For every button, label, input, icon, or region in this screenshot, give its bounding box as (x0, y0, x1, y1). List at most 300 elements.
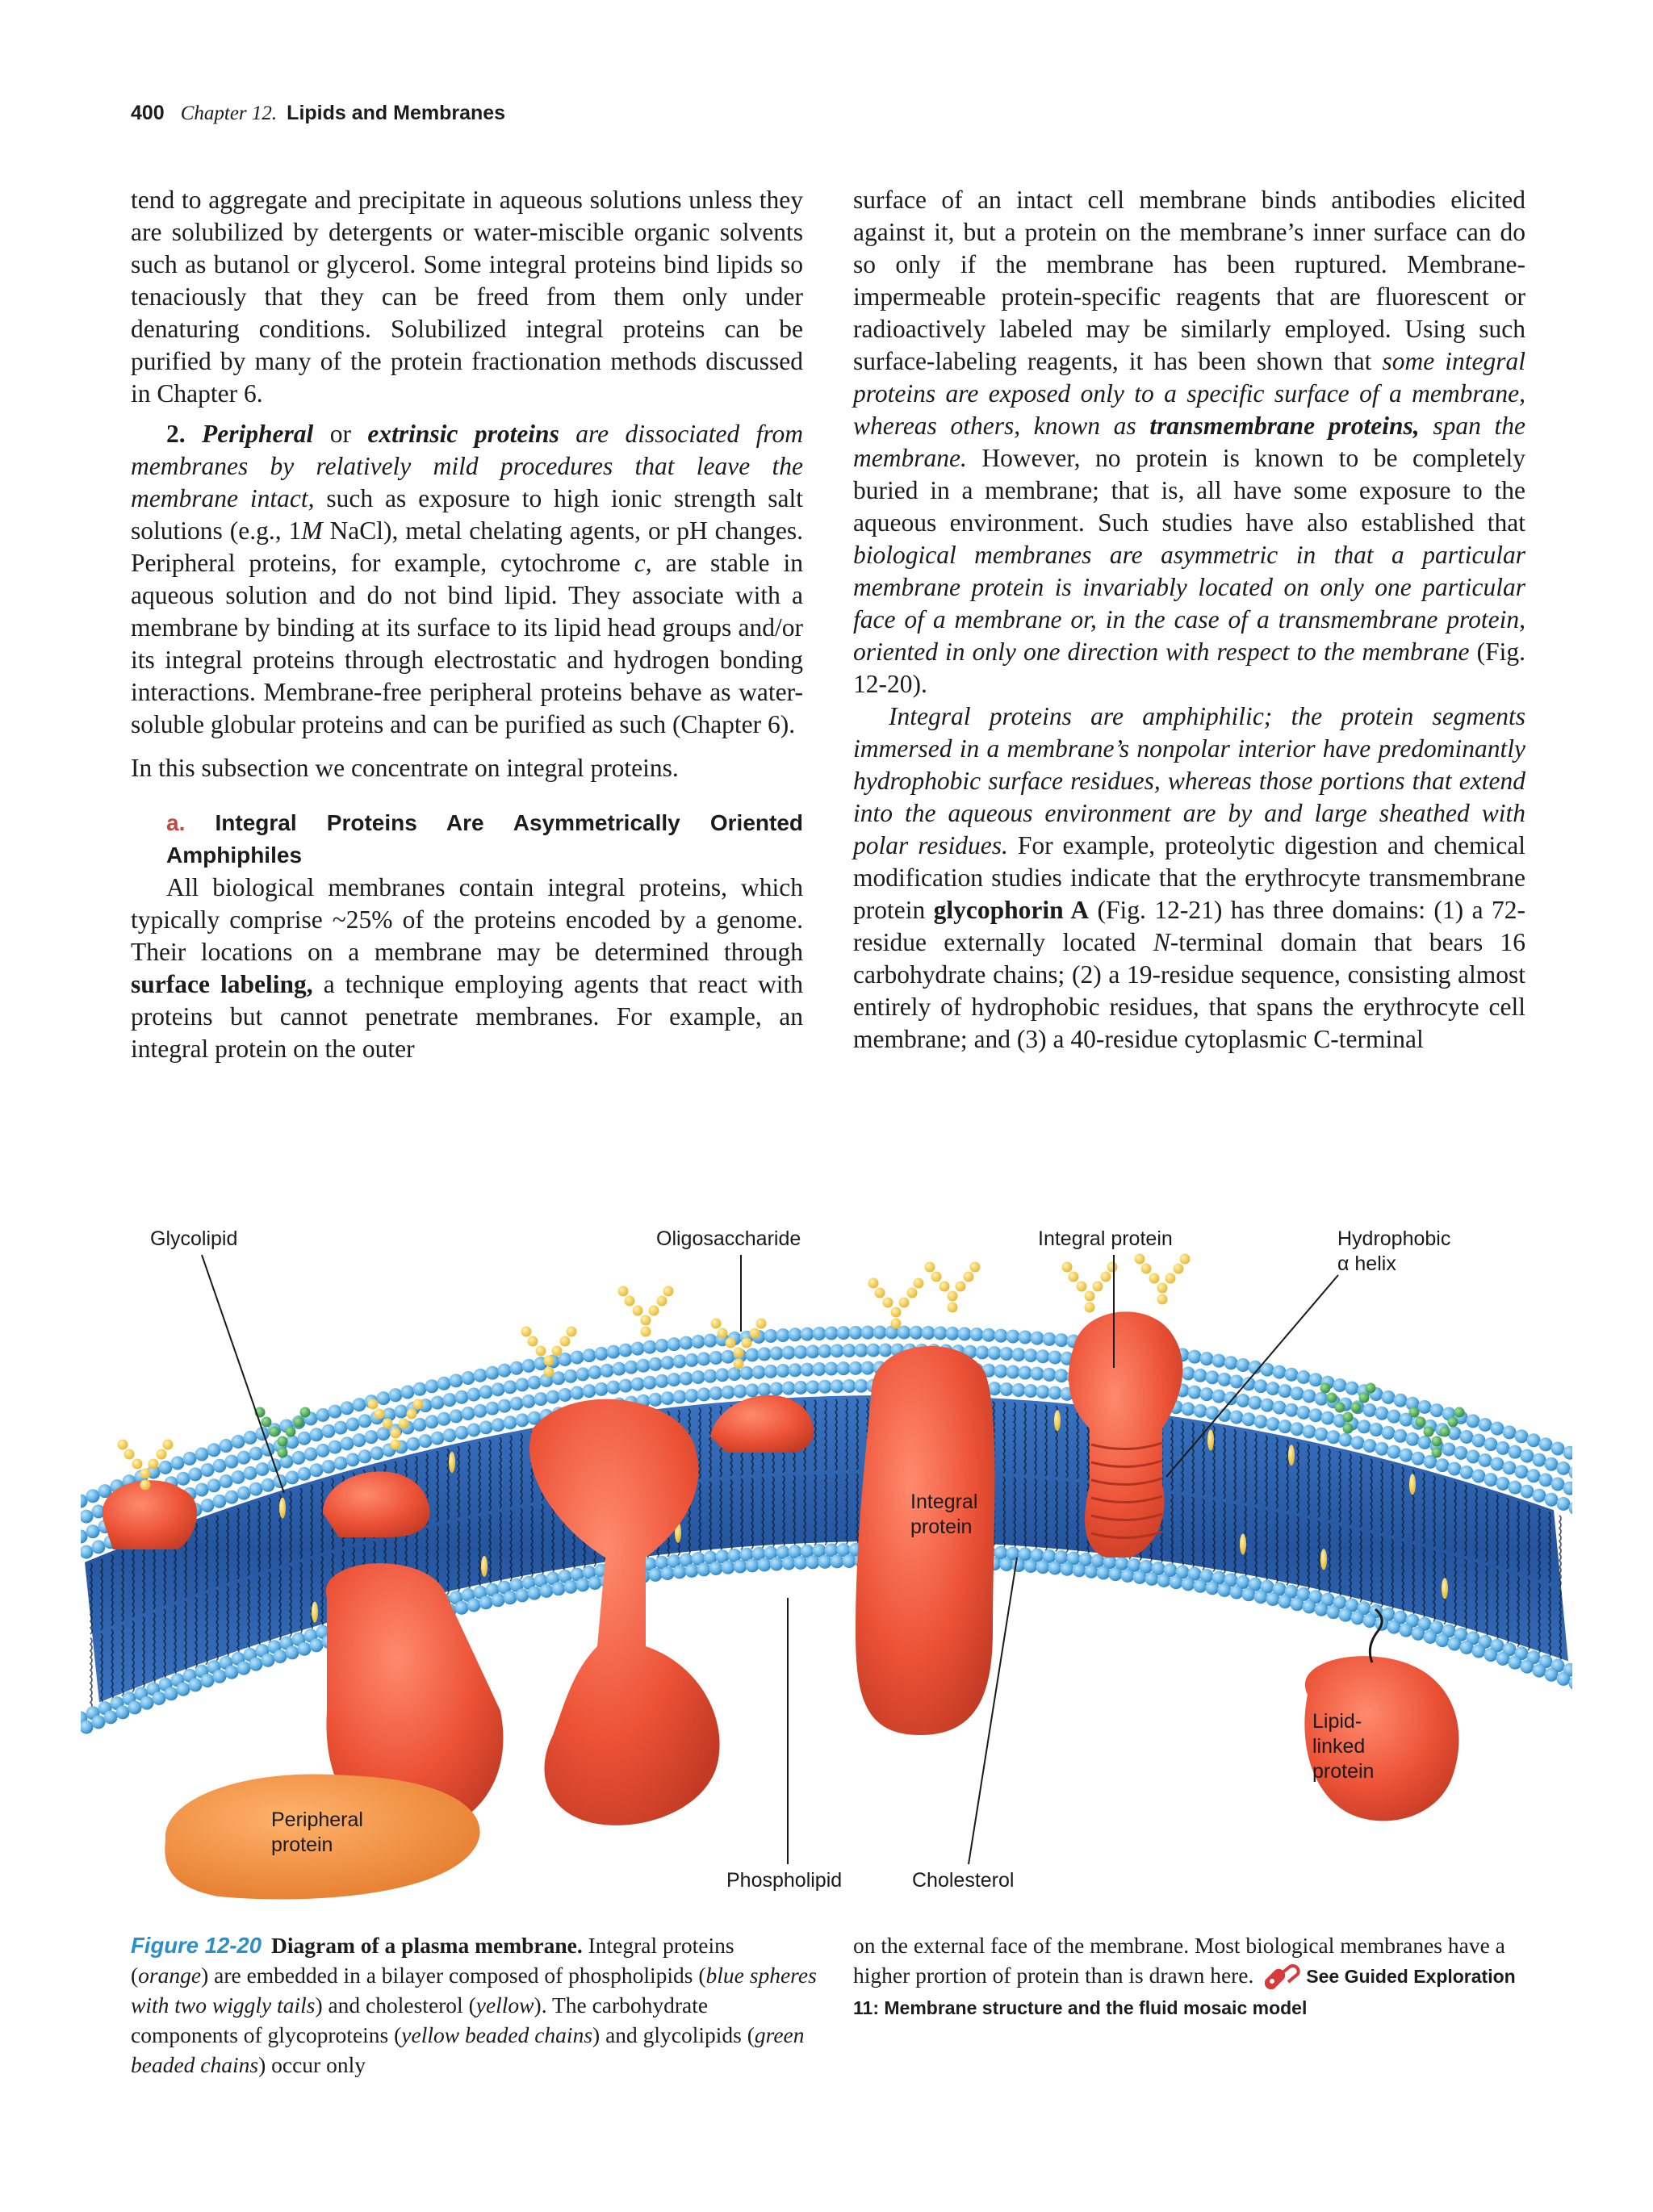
lipid-head (1327, 1430, 1341, 1444)
lipid-head (298, 1467, 312, 1481)
lipid-head (625, 1361, 638, 1374)
sugar-bead (1409, 1407, 1420, 1418)
lipid-head (1303, 1424, 1316, 1438)
sugar-bead (1335, 1403, 1345, 1413)
lipid-head (116, 1705, 130, 1719)
lipid-head (631, 1378, 645, 1391)
lipid-head (697, 1352, 711, 1365)
sugar-bead (907, 1288, 918, 1298)
sugar-bead (641, 1315, 651, 1326)
lipid-head (510, 1361, 524, 1375)
sugar-bead (536, 1346, 546, 1357)
lipid-head (492, 1418, 505, 1432)
lipid-head (1291, 1597, 1304, 1611)
sugar-bead (368, 1399, 379, 1410)
lipid-head (346, 1417, 360, 1431)
lipid-head (492, 1382, 505, 1396)
lipid-head (1249, 1396, 1262, 1410)
lipid-head (1351, 1436, 1365, 1449)
lipid-head (1321, 1411, 1335, 1425)
lipid-head (1539, 1473, 1553, 1487)
lipid-head (1430, 1403, 1444, 1417)
lipid-head (1212, 1390, 1226, 1403)
paragraph: In this subsection we concentrate on integral proteins. (131, 754, 679, 782)
lipid-head (401, 1385, 415, 1399)
lipid-head (522, 1395, 536, 1408)
lipid-head (1224, 1356, 1238, 1369)
lipid-head (377, 1391, 391, 1405)
integral-protein (856, 1346, 995, 1735)
sugar-bead (1448, 1417, 1458, 1428)
lipid-head (994, 1365, 1008, 1378)
sugar-bead (391, 1440, 401, 1450)
lipid-head (177, 1683, 190, 1696)
sugar-bead (278, 1448, 288, 1458)
lipid-head (1503, 1461, 1517, 1474)
lipid-head (528, 1376, 542, 1390)
sugar-bead (1135, 1254, 1145, 1265)
sugar-bead (399, 1419, 409, 1429)
lipid-head (1394, 1429, 1408, 1443)
lipid-head (770, 1557, 784, 1570)
lipid-head (776, 1328, 790, 1342)
lipid-head (1345, 1382, 1359, 1395)
lipid-head (467, 1388, 481, 1402)
lipid-head (1533, 1489, 1546, 1503)
lipid-head (249, 1447, 263, 1461)
page-number: 400 (131, 102, 165, 124)
lipid-head (413, 1418, 427, 1432)
sugar-bead (262, 1417, 272, 1428)
lipid-head (1496, 1477, 1510, 1491)
lipid-head (1145, 1572, 1159, 1586)
sugar-bead (956, 1282, 966, 1292)
lipid-head (1188, 1386, 1202, 1399)
lipid-head (685, 1353, 699, 1367)
peripheral-surface-protein (103, 1480, 197, 1549)
lipid-head (1230, 1411, 1244, 1424)
lipid-head (1055, 1369, 1069, 1382)
lipid-head (1194, 1579, 1207, 1593)
lipid-head (607, 1381, 621, 1395)
lipid-head (437, 1412, 451, 1426)
lipid-head (1545, 1457, 1559, 1471)
lipid-head (818, 1344, 832, 1358)
lipid-head (298, 1432, 312, 1445)
cholesterol (1054, 1410, 1061, 1431)
lipid-head (329, 1405, 342, 1419)
cholesterol (1207, 1429, 1214, 1450)
lipid-head (685, 1389, 699, 1403)
sugar-bead (891, 1307, 902, 1318)
lipid-head (201, 1463, 215, 1477)
lipid-head (1218, 1373, 1232, 1386)
lipid-head (595, 1382, 609, 1396)
lipid-head (661, 1566, 675, 1580)
lipid-head (571, 1386, 584, 1399)
sugar-bead (1165, 1273, 1176, 1284)
figure-title: Diagram of a plasma membrane. (271, 1933, 583, 1958)
lipid-head (1370, 1423, 1383, 1436)
sugar-bead (1085, 1303, 1095, 1313)
lipid-head (165, 1687, 178, 1700)
lipid-head (1048, 1350, 1062, 1364)
sugar-bead (1327, 1393, 1337, 1403)
paragraph: All biological membranes contain integral proteins, which typically comprise ~25% of the proteins encoded by a genome. Their locations on a membrane may be determined through surface labeling, a technique employing agents that react with proteins but cannot penetrate membranes. For example, an integral protein on the outer (131, 873, 803, 1063)
lipid-head (709, 1386, 723, 1400)
lipid-head (722, 1561, 735, 1574)
sugar-bead (1432, 1436, 1442, 1447)
cholesterol (449, 1452, 455, 1473)
lipid-head (1315, 1392, 1329, 1406)
sugar-bead (375, 1409, 385, 1420)
lipid-head (1194, 1404, 1207, 1418)
lipid-head (1309, 1408, 1323, 1422)
lipid-head (1055, 1333, 1069, 1347)
lipid-head (1242, 1587, 1256, 1601)
sugar-bead (1343, 1412, 1354, 1423)
figure-number: Figure 12-20 (131, 1933, 262, 1958)
lipid-head (1188, 1350, 1202, 1364)
sugar-bead (124, 1449, 135, 1460)
lipid-head (1048, 1561, 1062, 1574)
lipid-head (510, 1397, 524, 1411)
lipid-head (353, 1398, 366, 1411)
lipid-head (450, 1374, 463, 1387)
lipid-head (292, 1451, 306, 1465)
sugar-bead (1107, 1262, 1118, 1273)
label-phospholipid: Phospholipid (726, 1869, 843, 1892)
lipid-head (1479, 1418, 1492, 1432)
lipid-head (370, 1446, 384, 1460)
lipid-head (274, 1650, 287, 1663)
lipid-head (1278, 1384, 1292, 1398)
lipid-head (1242, 1412, 1256, 1426)
glycoprotein-chain (618, 1286, 674, 1337)
cholesterol (1409, 1474, 1416, 1495)
lipid-head (1194, 1369, 1207, 1382)
lipid-head (334, 1457, 348, 1470)
lipid-head (825, 1362, 839, 1376)
lipid-head (462, 1371, 475, 1385)
lipid-head (1387, 1410, 1401, 1424)
lipid-head (1315, 1603, 1329, 1616)
lipid-head (1412, 1627, 1425, 1641)
lipid-head (1285, 1368, 1299, 1382)
lipid-head (1509, 1656, 1522, 1670)
lipid-head (1436, 1633, 1450, 1647)
lipid-head (1472, 1433, 1486, 1447)
lipid-head (437, 1377, 451, 1390)
lipid-head (183, 1452, 197, 1466)
lipid-head (128, 1700, 142, 1714)
sugar-bead (970, 1262, 981, 1273)
lipid-head (322, 1460, 336, 1474)
lipid-head (358, 1449, 372, 1463)
lipid-head (1043, 1332, 1057, 1346)
lipid-head (262, 1478, 275, 1492)
lipid-head (486, 1402, 500, 1415)
lipid-head (758, 1382, 772, 1396)
membrane-figure (81, 1211, 1572, 1913)
lipid-head (1479, 1453, 1492, 1467)
lipid-head (159, 1461, 173, 1474)
lipid-head (746, 1348, 760, 1361)
sugar-bead (1093, 1282, 1103, 1292)
lipid-head (1509, 1445, 1522, 1459)
lipid-head (195, 1448, 209, 1461)
figure-caption-left: Figure 12-20 Diagram of a plasma membrane. Integral proteins (orange) are embedded in a bilayer composed of phospholipids (blue spheres with two wiggly tails) and cholesterol (yellow). The carbohydrate components of glycoproteins (yellow beaded chains) and glycolipids (green beaded chains) occur only (131, 1933, 817, 2077)
lipid-head (1533, 1664, 1546, 1678)
sugar-bead (1454, 1407, 1465, 1418)
lipid-head (177, 1472, 190, 1486)
sugar-bead (1359, 1393, 1370, 1403)
lipid-head (1515, 1429, 1529, 1443)
lipid-head (1424, 1630, 1437, 1644)
lipid-head (843, 1554, 856, 1568)
lipid-head (976, 1345, 990, 1359)
glycoprotein-chain (1135, 1254, 1191, 1305)
lipid-head (898, 1326, 911, 1340)
lipid-head (1491, 1422, 1504, 1436)
lipid-head (286, 1470, 299, 1484)
lipid-head (994, 1329, 1008, 1343)
lipid-head (1036, 1560, 1050, 1574)
lipid-head (1339, 1433, 1353, 1447)
lipid-head (1254, 1590, 1268, 1604)
sugar-bead (270, 1427, 280, 1437)
lipid-head (1224, 1391, 1238, 1405)
lipid-head (661, 1391, 675, 1405)
lipid-head (559, 1388, 572, 1402)
lipid-head (1467, 1449, 1480, 1463)
lipid-head (697, 1562, 711, 1576)
lipid-head (316, 1444, 330, 1457)
lipid-head (504, 1415, 517, 1429)
lipid-head (746, 1558, 760, 1572)
lipid-head (619, 1379, 633, 1393)
lipid-head (685, 1564, 699, 1578)
lipid-head (479, 1385, 493, 1399)
lipid-head (1170, 1575, 1183, 1589)
lipid-head (1206, 1370, 1220, 1384)
lipid-head (1496, 1441, 1510, 1455)
lipid-head (334, 1421, 348, 1435)
lipid-head (1503, 1425, 1517, 1439)
lipid-head (1266, 1382, 1280, 1395)
lipid-head (988, 1346, 1002, 1360)
lipid-head (220, 1439, 233, 1453)
lipid-head (443, 1393, 457, 1407)
lipid-head (443, 1428, 457, 1442)
lipid-head (467, 1424, 481, 1437)
lipid-head (92, 1540, 106, 1553)
lipid-head (358, 1414, 372, 1428)
lipid-head (1182, 1577, 1195, 1591)
sugar-bead (633, 1306, 643, 1316)
sugar-bead (521, 1327, 532, 1337)
lipid-head (304, 1447, 318, 1461)
sugar-bead (964, 1272, 974, 1282)
sugar-bead (1440, 1427, 1450, 1437)
sugar-bead (948, 1291, 958, 1302)
label-glycolipid: Glycolipid (150, 1227, 238, 1250)
lipid-head (716, 1368, 730, 1382)
lipid-head (516, 1413, 529, 1427)
lipid-head (1012, 1383, 1026, 1397)
guided-exploration-icon[interactable] (1261, 1962, 1304, 1989)
sugar-bead (1157, 1294, 1168, 1305)
lipid-head (649, 1568, 663, 1582)
sugar-bead (413, 1399, 424, 1410)
lipid-head (322, 1424, 336, 1438)
lipid-head (540, 1584, 554, 1598)
lipid-head (1351, 1611, 1365, 1625)
sugar-bead (278, 1436, 288, 1447)
lipid-head (1557, 1461, 1571, 1475)
lipid-head (1182, 1366, 1195, 1380)
lipid-head (843, 1344, 856, 1357)
sugar-bead (925, 1262, 935, 1273)
lipid-head (455, 1601, 469, 1615)
lipid-head (1031, 1332, 1044, 1345)
lipid-head (1200, 1387, 1214, 1401)
lipid-head (806, 1555, 820, 1569)
sugar-bead (948, 1303, 958, 1313)
lipid-head (661, 1356, 675, 1369)
sugar-bead (528, 1336, 538, 1347)
lipid-head (413, 1382, 427, 1396)
lipid-head (153, 1691, 166, 1705)
lipid-head (631, 1342, 645, 1356)
lipid-head (486, 1366, 500, 1380)
lipid-head (213, 1459, 227, 1473)
sugar-bead (552, 1346, 563, 1357)
lipid-head (1012, 1558, 1026, 1572)
lipid-head (667, 1373, 681, 1386)
sugar-bead (899, 1298, 910, 1308)
lipid-head (244, 1466, 257, 1480)
lipid-head (1237, 1394, 1250, 1407)
lipid-head (92, 1715, 106, 1729)
lipid-head (504, 1591, 517, 1604)
lipid-head (1496, 1652, 1510, 1666)
lipid-head (740, 1366, 754, 1380)
lipid-head (1382, 1390, 1396, 1404)
sugar-bead (1062, 1262, 1073, 1273)
lipid-head (341, 1401, 354, 1415)
guided-exploration-link[interactable]: See Guided Exploration 11: Membrane structure and the fluid mosaic model (853, 1966, 1516, 2018)
glycoprotein-chain (925, 1262, 981, 1313)
lipid-head (207, 1443, 221, 1457)
lipid-head (389, 1388, 403, 1402)
lipid-head (782, 1557, 796, 1570)
lipid-head (225, 1491, 239, 1504)
lipid-head (189, 1678, 203, 1691)
lipid-head (643, 1376, 657, 1390)
lipid-head (934, 1326, 948, 1340)
lipid-tail (90, 1638, 92, 1709)
lipid-head (298, 1642, 312, 1656)
sugar-bead (567, 1327, 577, 1337)
lipid-head (1285, 1403, 1299, 1417)
lipid-head (764, 1365, 778, 1378)
sugar-bead (756, 1319, 767, 1329)
sugar-bead (1180, 1254, 1191, 1265)
cholesterol (312, 1602, 318, 1623)
lipid-head (637, 1359, 651, 1373)
lipid-head (232, 1470, 245, 1484)
lipid-head (849, 1326, 863, 1340)
lipid-head (220, 1474, 233, 1488)
sugar-bead (1085, 1291, 1095, 1302)
sugar-bead (294, 1417, 304, 1428)
lipid-head (1460, 1641, 1474, 1654)
lipid-head (1387, 1620, 1401, 1634)
lipid-head (1339, 1608, 1353, 1622)
lipid-head (498, 1399, 512, 1413)
lipid-head (1551, 1477, 1565, 1491)
lipid-head (1521, 1485, 1534, 1499)
lipid-head (249, 1658, 263, 1671)
lipid-head (1024, 1384, 1038, 1398)
lipid-head (643, 1340, 657, 1354)
lipid-head (806, 1380, 820, 1394)
lipid-head (770, 1346, 784, 1360)
lipid-head (419, 1434, 433, 1448)
lipid-head (1006, 1330, 1020, 1344)
lipid-head (595, 1347, 609, 1361)
sugar-bead (1416, 1417, 1426, 1428)
sugar-bead (641, 1327, 651, 1337)
lipid-head (225, 1666, 239, 1679)
lipid-head (395, 1404, 408, 1418)
lipid-head (1266, 1592, 1280, 1606)
lipid-head (1303, 1389, 1316, 1403)
lipid-head (722, 1350, 735, 1364)
lipid-head (455, 1390, 469, 1404)
lipid-head (1036, 1349, 1050, 1363)
lipid-head (601, 1364, 614, 1378)
lipid-head (516, 1378, 529, 1391)
lipid-head (1031, 1367, 1044, 1381)
lipid-head (1400, 1624, 1413, 1637)
lipid-head (1375, 1442, 1389, 1456)
lipid-head (818, 1380, 832, 1394)
lipid-head (879, 1344, 893, 1357)
lipid-head (855, 1379, 868, 1393)
lipid-head (1315, 1428, 1329, 1441)
sugar-bead (883, 1298, 893, 1308)
lipid-head (232, 1435, 245, 1449)
lipid-head (704, 1369, 718, 1383)
cholesterol (1442, 1578, 1448, 1599)
lipid-head (1557, 1497, 1571, 1511)
lipid-head (353, 1433, 366, 1447)
lipid-head (1019, 1331, 1032, 1344)
lipid-head (1394, 1394, 1408, 1407)
right-column (853, 184, 1525, 1056)
lipid-head (552, 1582, 566, 1595)
lipid-head (1182, 1402, 1195, 1415)
lipid-head (1006, 1365, 1020, 1379)
lipid-head (213, 1495, 227, 1508)
lipid-head (1200, 1352, 1214, 1365)
lipid-head (1484, 1473, 1498, 1487)
lipid-head (1266, 1417, 1280, 1431)
lipid-head (1551, 1441, 1565, 1455)
lipid-head (794, 1345, 808, 1359)
